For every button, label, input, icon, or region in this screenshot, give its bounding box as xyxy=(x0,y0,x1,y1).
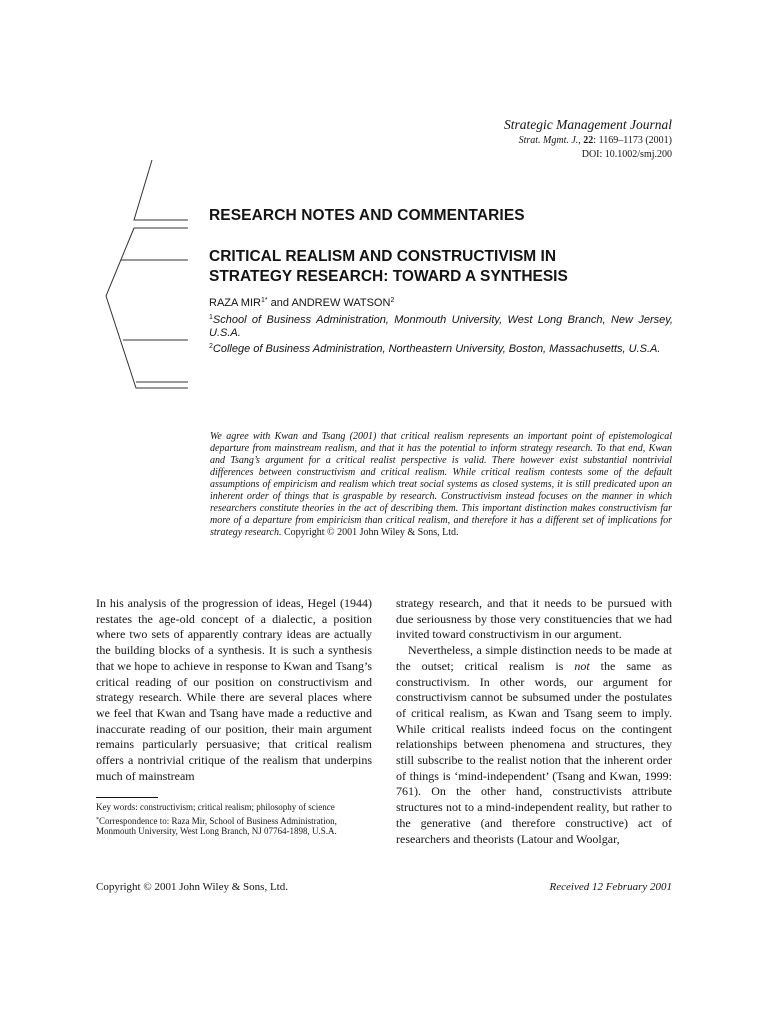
body-paragraph-1-continued: strategy research, and that it needs to be pursued with due seriousness by those very constituencies that we had invited toward constructivism in our argument. xyxy=(396,596,672,642)
article-title xyxy=(209,247,673,287)
section-heading: RESEARCH NOTES AND COMMENTARIES xyxy=(209,207,525,224)
affiliation-2-marker: 2 xyxy=(209,343,213,350)
author-2: ANDREW WATSON xyxy=(291,297,391,309)
citation-volume: 22 xyxy=(583,135,594,146)
author-connector: and xyxy=(267,297,292,309)
article-title-line-2: STRATEGY RESEARCH: TOWARD A SYNTHESIS xyxy=(209,268,568,285)
journal-doi: DOI: 10.1002/smj.200 xyxy=(581,149,672,160)
affiliation-1-text: School of Business Administration, Monmouth University, West Long Branch, New Jersey, U.S.A. xyxy=(209,314,673,339)
body-paragraph-2 xyxy=(396,643,672,847)
affiliation-2 xyxy=(209,340,673,356)
author-1-marker: 1* xyxy=(260,297,268,304)
decorative-bracket xyxy=(100,160,210,420)
affiliation-2-text: College of Business Administration, Northeastern University, Boston, Massachusetts, U.S.A. xyxy=(212,343,661,355)
body-paragraph-2-part-2: the same as constructivism. In other words, our argument for constructivism cannot be subsumed under the postulates of critical realism, as Kwan and Tsang seem to imply. While critical realists indeed focus on the contingent relationships between phenomena and structures, they still subscribe to the realist notion that the inherent order of things is ‘mind-independent’ (Tsang and Kwan, 1999: 761). On the other hand, constructivists attribute structures not to a mind-independent reality, but rather to the generative (and therefore constructive) act of researchers and theorists (Latour and Woolgar, xyxy=(396,658,673,846)
journal-header xyxy=(252,116,672,162)
bracket-upper-stroke xyxy=(134,160,188,220)
citation-abbrev: Strat. Mgmt. J. xyxy=(518,135,579,146)
footnote-rule xyxy=(96,797,158,798)
correspondence-text: Correspondence to: Raza Mir, School of Business Administration, Monmouth University, West Long Branch, NJ 07764-1898, U.S.A. xyxy=(96,815,337,837)
body-paragraph-2-part-1: Nevertheless, a simple distinction needs to be made at the outset; critical realism is xyxy=(396,643,672,673)
body-column-left xyxy=(96,596,372,784)
received-date: Received 12 February 2001 xyxy=(549,881,672,893)
body-column-right xyxy=(396,596,672,847)
article-title-line-1: CRITICAL REALISM AND CONSTRUCTIVISM IN xyxy=(209,248,557,265)
body-paragraph-2-emphasis: not xyxy=(574,658,590,673)
affiliation-1-marker: 1 xyxy=(209,314,213,321)
bracket-main-stroke xyxy=(106,228,188,388)
keywords-footnote: Key words: constructivism; critical realism; philosophy of science xyxy=(96,802,335,812)
abstract-text: We agree with Kwan and Tsang (2001) that critical realism represents an important point of epistemological departure from mainstream realism, and that it has the potential to inform strategy research. To that end, Kwan and Tsang’s argument for a critical realist perspective is valid. There however exist substantial nontrivial differences between constructivism and critical realism. While critical realism contests some of the default assumptions of empiricism and realism which treat social systems as closed systems, it is still predicated upon an inherent order of things that is graspable by research. Constructivism instead focuses on the manner in which researchers constitute theories in the act of describing them. This important distinction makes constructivism far more of a departure from empiricism than critical realism, and therefore it has a different set of implications for strategy research. xyxy=(210,431,672,538)
abstract-copyright: Copyright © 2001 John Wiley & Sons, Ltd. xyxy=(283,527,459,538)
correspondence-footnote xyxy=(96,815,372,837)
affiliation-1 xyxy=(209,311,673,340)
author-2-marker: 2 xyxy=(390,297,395,304)
page-copyright: Copyright © 2001 John Wiley & Sons, Ltd. xyxy=(96,881,288,893)
abstract xyxy=(210,431,672,539)
footnotes xyxy=(96,802,372,839)
body-paragraph-1: In his analysis of the progression of ideas, Hegel (1944) restates the age-old concept of a dialectic, a position where two sets of apparently contrary ideas are actually the building blocks of a synthesis. It is such a synthesis that we hope to achieve in response to Kwan and Tsang’s critical reading of our position on constructivism and strategy research. While there are several places where we feel that Kwan and Tsang have made a reductive and inaccurate reading of our position, their main argument remains particularly persuasive; that critical realism offers a nontrivial critique of the realism that underpins much of mainstream xyxy=(96,596,372,783)
journal-name: Strategic Management Journal xyxy=(504,117,672,132)
citation-pages: : 1169–1173 (2001) xyxy=(593,135,672,146)
author-line xyxy=(209,294,673,310)
title-block xyxy=(209,206,673,356)
correspondence-marker: * xyxy=(96,816,99,823)
journal-citation: Strat. Mgmt. J., 22: 1169–1173 (2001) xyxy=(518,135,672,146)
author-1: RAZA MIR xyxy=(209,297,261,309)
